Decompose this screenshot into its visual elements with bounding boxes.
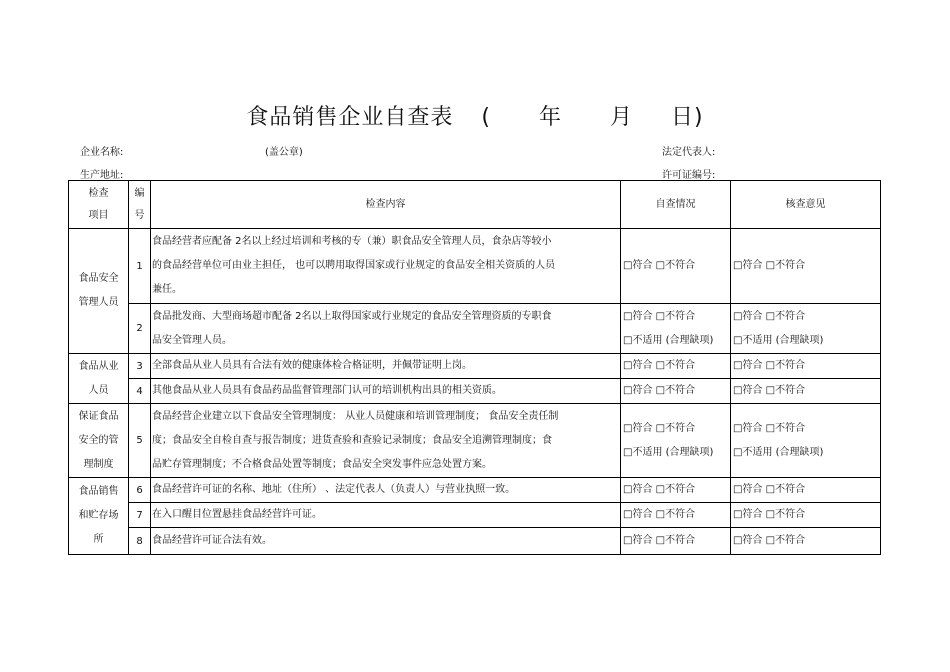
row-number: 7: [129, 503, 151, 528]
inspection-table: [68, 180, 881, 555]
header-self-check: 自查情况: [621, 181, 731, 229]
title-day: 日): [671, 105, 704, 130]
review-options[interactable]: □符合 □不符合: [731, 229, 881, 304]
row-number: 1: [129, 229, 151, 304]
content-cell: 全部食品从业人员具有合法有效的健康体检合格证明，并佩带证明上岗。: [151, 354, 621, 379]
content-cell: 在入口醒目位置悬挂食品经营许可证。: [151, 503, 621, 528]
table-row: [69, 229, 881, 304]
category-cell: 食品销售 和贮存场 所: [69, 478, 129, 555]
self-check-options[interactable]: □符合 □不符合 □不适用 (合理缺项): [621, 304, 731, 354]
self-check-options[interactable]: □符合 □不符合: [621, 528, 731, 555]
company-name-label: 企业名称:: [80, 147, 124, 158]
table-header-row: [69, 181, 881, 229]
title-month: 月: [610, 105, 634, 130]
row-number: 8: [129, 528, 151, 555]
review-options[interactable]: □符合 □不符合: [731, 354, 881, 379]
legal-rep-label: 法定代表人:: [662, 147, 716, 158]
title-open-paren: (: [481, 105, 491, 130]
header-item: 检查 项目: [69, 181, 129, 229]
review-options[interactable]: □符合 □不符合: [731, 503, 881, 528]
self-check-options[interactable]: □符合 □不符合: [621, 354, 731, 379]
table-row: [69, 354, 881, 379]
content-cell: 食品经营许可证合法有效。: [151, 528, 621, 555]
self-check-options[interactable]: □符合 □不符合: [621, 379, 731, 404]
review-options[interactable]: □符合 □不符合 □不适用 (合理缺项): [731, 404, 881, 478]
self-check-options[interactable]: □符合 □不符合: [621, 229, 731, 304]
address-label: 生产地址:: [80, 170, 124, 181]
seal-label: (盖公章): [265, 147, 303, 158]
header-review: 核查意见: [731, 181, 881, 229]
content-cell: 食品经营企业建立以下食品安全管理制度： 从业人员健康和培训管理制度； 食品安全责任制 度；食品安全自检自查与报告制度；进货查验和查验记录制度；食品安全追溯管理制度；食 品贮存管理制度；不合格食品处置等制度；食品安全突发事件应急处置方案。: [151, 404, 621, 478]
content-cell: 食品批发商、大型商场超市配备 2名以上取得国家或行业规定的食品安全管理资质的专职食 品安全管理人员。: [151, 304, 621, 354]
self-check-options[interactable]: □符合 □不符合 □不适用 (合理缺项): [621, 404, 731, 478]
content-cell: 其他食品从业人员具有食品药品监督管理部门认可的培训机构出具的相关资质。: [151, 379, 621, 404]
table-row: [69, 503, 881, 528]
title-main: 食品销售企业自查表: [246, 105, 454, 130]
self-check-options[interactable]: □符合 □不符合: [621, 478, 731, 503]
content-cell: 食品经营许可证的名称、地址（住所） 、法定代表人（负责人）与营业执照一致。: [151, 478, 621, 503]
row-number: 4: [129, 379, 151, 404]
header-content: 检查内容: [151, 181, 621, 229]
row-number: 6: [129, 478, 151, 503]
row-number: 5: [129, 404, 151, 478]
table-row: [69, 404, 881, 478]
review-options[interactable]: □符合 □不符合 □不适用 (合理缺项): [731, 304, 881, 354]
review-options[interactable]: □符合 □不符合: [731, 478, 881, 503]
category-cell: 保证食品 安全的管 理制度: [69, 404, 129, 478]
page-title: [0, 100, 950, 131]
license-no-label: 许可证编号:: [662, 170, 716, 181]
header-num: 编 号: [129, 181, 151, 229]
self-check-options[interactable]: □符合 □不符合: [621, 503, 731, 528]
row-number: 3: [129, 354, 151, 379]
review-options[interactable]: □符合 □不符合: [731, 528, 881, 555]
category-cell: 食品安全 管理人员: [69, 229, 129, 354]
content-cell: 食品经营者应配备 2名以上经过培训和考核的专（兼）职食品安全管理人员，食杂店等较小 的食品经营单位可由业主担任， 也可以聘用取得国家或行业规定的食品安全相关资质的人员 兼任。: [151, 229, 621, 304]
table-row: [69, 478, 881, 503]
category-cell: 食品从业 人员: [69, 354, 129, 404]
table-row: [69, 379, 881, 404]
review-options[interactable]: □符合 □不符合: [731, 379, 881, 404]
table-row: [69, 304, 881, 354]
table-row: [69, 528, 881, 555]
title-year: 年: [538, 105, 562, 130]
row-number: 2: [129, 304, 151, 354]
